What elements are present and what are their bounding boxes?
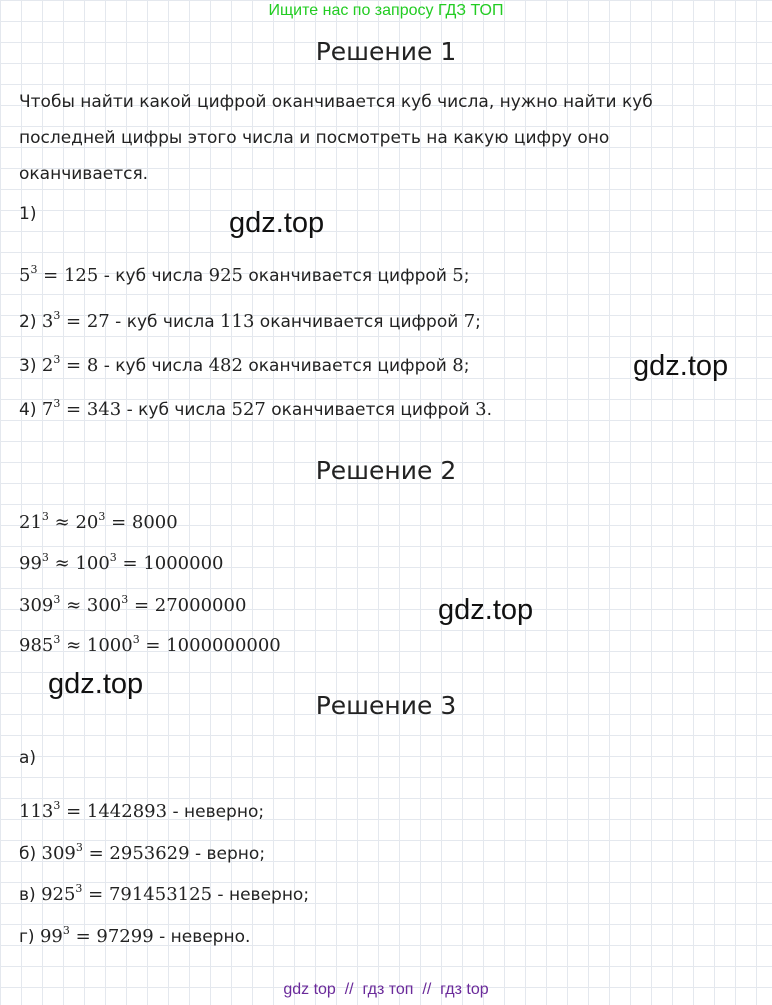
solution-1-title: Решение 1 bbox=[315, 37, 457, 66]
solution-2-title: Решение 2 bbox=[315, 456, 457, 485]
solution-2-line: $21^3 \approx 20^3 = 8000$ bbox=[19, 510, 178, 533]
watermark: gdz.top bbox=[229, 207, 325, 239]
watermark: gdz.top bbox=[48, 668, 144, 700]
footer-separator: // bbox=[344, 981, 354, 998]
solution-3-line: г) $99^3 = 97299$ - неверно. bbox=[19, 924, 251, 947]
watermark: gdz.top bbox=[438, 594, 534, 626]
solution-3-line: б) $309^3 = 2953629$ - верно; bbox=[19, 841, 266, 864]
footer-separator: // bbox=[422, 981, 432, 998]
top-banner: Ищите нас по запросу ГДЗ ТОП bbox=[268, 2, 504, 19]
footer-link[interactable]: gdz top bbox=[283, 981, 336, 998]
solution-3-title: Решение 3 bbox=[315, 691, 457, 720]
solution-2-line: $99^3 \approx 100^3 = 1000000$ bbox=[19, 551, 224, 574]
solution-3-line: $113^3 = 1442893$ - неверно; bbox=[19, 799, 265, 822]
solution-1-line: 2) $3^3 = 27$ - куб числа 113 оканчивается цифрой 7; bbox=[19, 309, 481, 332]
footer-link[interactable]: гдз top bbox=[440, 981, 489, 998]
watermark: gdz.top bbox=[633, 350, 729, 382]
solution-1-line: 4) $7^3 = 343$ - куб числа 527 оканчивается цифрой 3. bbox=[19, 397, 492, 420]
footer-link[interactable]: гдз топ bbox=[362, 981, 414, 998]
footer-links bbox=[0, 981, 772, 999]
solution-1-line: 3) $2^3 = 8$ - куб числа 482 оканчивается цифрой 8; bbox=[19, 353, 470, 376]
solution-3-marker: а) bbox=[19, 748, 37, 768]
solution-1-intro: Чтобы найти какой цифрой оканчивается куб числа, нужно найти куб последней цифры этого числа и посмотреть на какую цифру оно оканчивается. bbox=[19, 92, 653, 184]
solution-3-line: в) $925^3 = 791453125$ - неверно; bbox=[19, 882, 310, 905]
solution-2-line: $309^3 \approx 300^3 = 27000000$ bbox=[19, 593, 247, 616]
solution-1-line: $5^3 = 125$ - куб числа 925 оканчивается цифрой 5; bbox=[19, 263, 470, 286]
solution-2-line: $985^3 \approx 1000^3 = 1000000000$ bbox=[19, 633, 281, 656]
solution-1-marker: 1) bbox=[19, 204, 37, 224]
